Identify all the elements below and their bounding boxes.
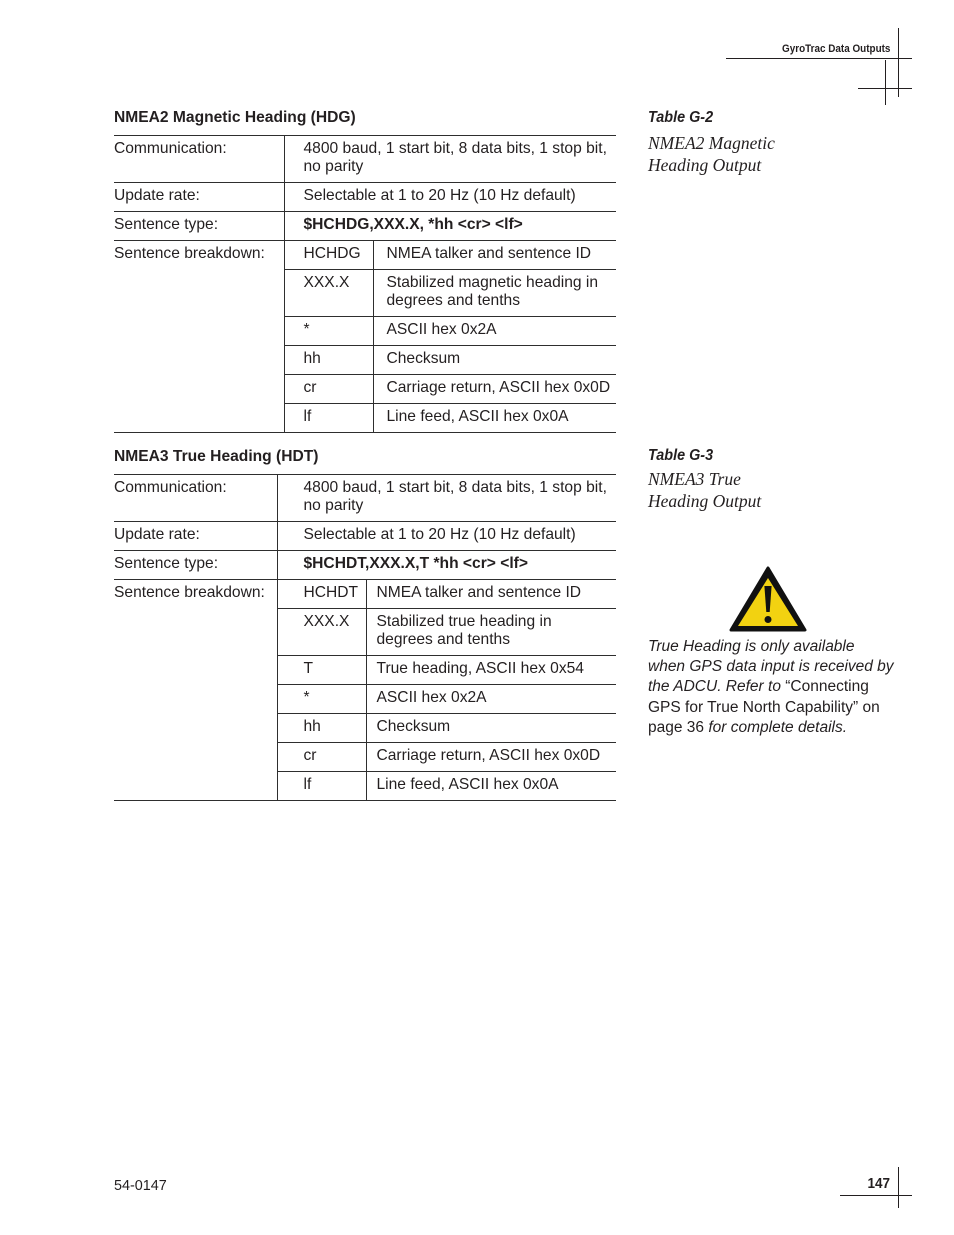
breakdown-row — [114, 241, 616, 270]
field-description: True heading, ASCII hex 0x54 — [366, 656, 616, 685]
field-code: XXX.X — [284, 270, 373, 317]
row-label: Sentence breakdown: — [114, 241, 284, 433]
table-caption-label: Table G-2 — [648, 109, 714, 126]
field-description: Carriage return, ASCII hex 0x0D — [373, 375, 616, 404]
breakdown-row — [114, 580, 616, 609]
table-caption-title: NMEA3 True Heading Output — [648, 469, 762, 511]
footer-rule — [840, 1195, 912, 1196]
field-description: Line feed, ASCII hex 0x0A — [366, 772, 616, 801]
row-label: Sentence type: — [114, 212, 284, 241]
nmea3-hdt-table — [114, 474, 616, 801]
update-rate-row — [114, 183, 616, 212]
nmea2-hdg-table — [114, 135, 616, 433]
field-code: hh — [284, 346, 373, 375]
update-rate-row — [114, 522, 616, 551]
crop-mark-line — [885, 60, 886, 105]
note-text: True Heading is only available when GPS data input is received by the ADCU. Refer to — [648, 638, 894, 696]
field-code: HCHDT — [277, 580, 366, 609]
note-reference: “Connecting GPS for True North Capability” on page 36 — [648, 678, 880, 736]
page-number: 147 — [867, 1175, 890, 1192]
crop-mark-line — [898, 28, 899, 97]
field-description: Stabilized magnetic heading in degrees and tenths — [373, 270, 616, 317]
communication-row — [114, 136, 616, 183]
field-code: lf — [277, 772, 366, 801]
field-description: Checksum — [366, 714, 616, 743]
field-description: Line feed, ASCII hex 0x0A — [373, 404, 616, 433]
communication-row — [114, 475, 616, 522]
warning-triangle-icon — [729, 565, 807, 633]
field-description: NMEA talker and sentence ID — [373, 241, 616, 270]
row-value: 4800 baud, 1 start bit, 8 data bits, 1 stop bit, no parity — [277, 475, 616, 522]
field-description: Checksum — [373, 346, 616, 375]
field-description: Stabilized true heading in degrees and tenths — [366, 609, 616, 656]
table-caption-title: NMEA2 Magnetic Heading Output — [648, 133, 775, 175]
sentence-type-row — [114, 551, 616, 580]
gps-note — [648, 637, 910, 738]
field-code: cr — [284, 375, 373, 404]
sentence-type-row — [114, 212, 616, 241]
field-code: * — [284, 317, 373, 346]
field-code: hh — [277, 714, 366, 743]
row-label: Communication: — [114, 136, 284, 183]
field-code: lf — [284, 404, 373, 433]
sentence-format: $HCHDG,XXX.X, *hh <cr> <lf> — [284, 212, 616, 241]
row-value: Selectable at 1 to 20 Hz (10 Hz default) — [277, 522, 616, 551]
row-label: Sentence type: — [114, 551, 277, 580]
row-label: Update rate: — [114, 522, 277, 551]
field-description: ASCII hex 0x2A — [373, 317, 616, 346]
crop-mark-line — [898, 1167, 899, 1208]
row-label: Communication: — [114, 475, 277, 522]
row-value: 4800 baud, 1 start bit, 8 data bits, 1 stop bit, no parity — [284, 136, 616, 183]
row-label: Update rate: — [114, 183, 284, 212]
field-code: * — [277, 685, 366, 714]
field-code: cr — [277, 743, 366, 772]
sentence-format: $HCHDT,XXX.X,T *hh <cr> <lf> — [277, 551, 616, 580]
field-description: NMEA talker and sentence ID — [366, 580, 616, 609]
header-rule — [726, 58, 912, 59]
field-code: T — [277, 656, 366, 685]
table-heading: NMEA2 Magnetic Heading (HDG) — [114, 109, 356, 126]
field-description: Carriage return, ASCII hex 0x0D — [366, 743, 616, 772]
table-heading: NMEA3 True Heading (HDT) — [114, 448, 319, 465]
field-code: XXX.X — [277, 609, 366, 656]
row-label: Sentence breakdown: — [114, 580, 277, 801]
field-description: ASCII hex 0x2A — [366, 685, 616, 714]
note-text-end: for complete details. — [708, 718, 848, 736]
document-number: 54-0147 — [114, 1178, 167, 1194]
row-value: Selectable at 1 to 20 Hz (10 Hz default) — [284, 183, 616, 212]
table-caption-label: Table G-3 — [648, 447, 714, 464]
running-header: GyroTrac Data Outputs — [781, 43, 890, 55]
field-code: HCHDG — [284, 241, 373, 270]
